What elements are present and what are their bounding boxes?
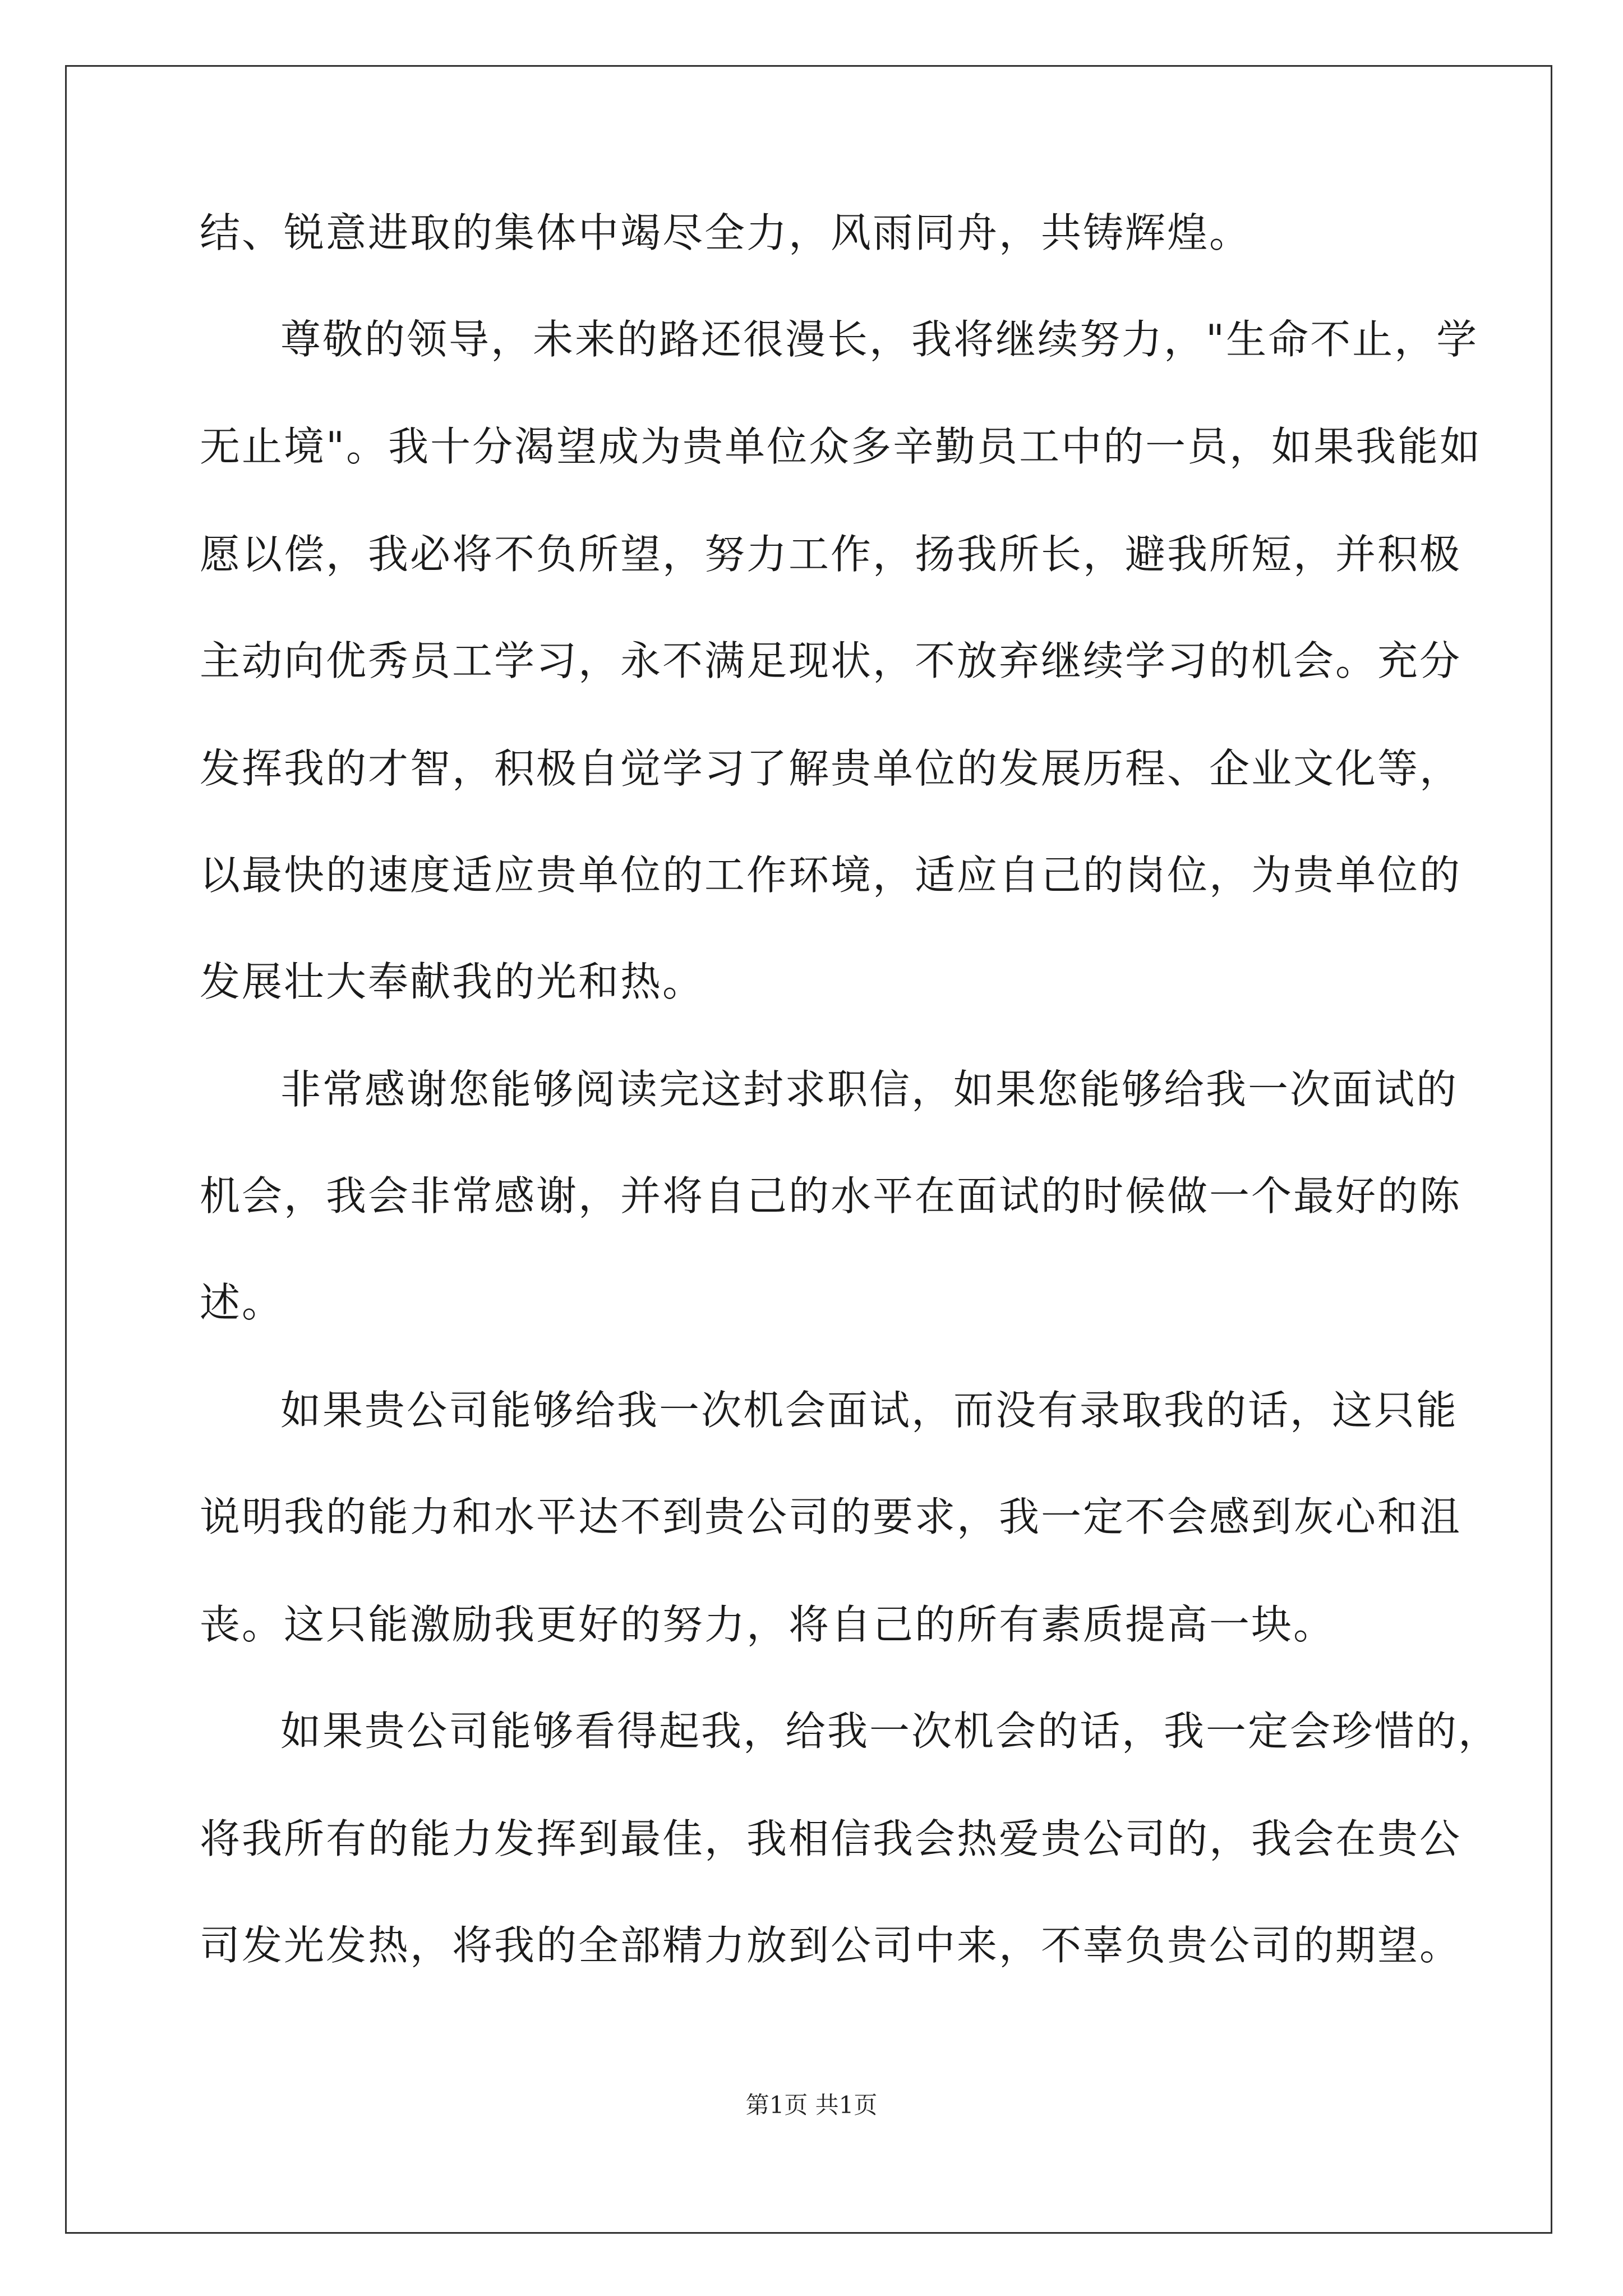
text-line: 发展壮大奉献我的光和热。 (200, 958, 705, 1005)
text-line: 丧。这只能激励我更好的努力，将自己的所有素质提高一块。 (200, 1601, 1336, 1648)
text-line: 发挥我的才智，积极自觉学习了解贵单位的发展历程、企业文化等， (200, 745, 1462, 792)
text-line: 以最快的速度适应贵单位的工作环境，适应自己的岗位，为贵单位的 (200, 852, 1462, 899)
text-line: 主动向优秀员工学习，永不满足现状，不放弃继续学习的机会。充分 (200, 637, 1462, 684)
page-border (65, 65, 1552, 2234)
text-line: 将我所有的能力发挥到最佳，我相信我会热爱贵公司的，我会在贵公 (200, 1815, 1462, 1862)
text-line: 愿以偿，我必将不负所望，努力工作，扬我所长，避我所短，并积极 (200, 531, 1462, 578)
text-line: 非常感谢您能够阅读完这封求职信，如果您能够给我一次面试的 (280, 1066, 1459, 1113)
text-line: 如果贵公司能够看得起我，给我一次机会的话，我一定会珍惜的， (280, 1708, 1501, 1755)
text-line: 机会，我会非常感谢，并将自己的水平在面试的时候做一个最好的陈 (200, 1172, 1462, 1220)
text-line: 述。 (200, 1279, 284, 1326)
text-line: 司发光发热，将我的全部精力放到公司中来，不辜负贵公司的期望。 (200, 1922, 1462, 1969)
text-line: 尊敬的领导，未来的路还很漫长，我将继续努力，"生命不止，学 (280, 316, 1479, 363)
page-number-footer: 第1页 共1页 (745, 2091, 878, 2119)
text-line: 如果贵公司能够给我一次机会面试，而没有录取我的话，这只能 (280, 1387, 1459, 1434)
text-line: 说明我的能力和水平达不到贵公司的要求，我一定不会感到灰心和沮 (200, 1493, 1462, 1540)
text-line: 无止境"。我十分渴望成为贵单位众多辛勤员工中的一员，如果我能如 (200, 423, 1482, 470)
text-line: 结、锐意进取的集体中竭尽全力，风雨同舟，共铸辉煌。 (200, 209, 1252, 256)
